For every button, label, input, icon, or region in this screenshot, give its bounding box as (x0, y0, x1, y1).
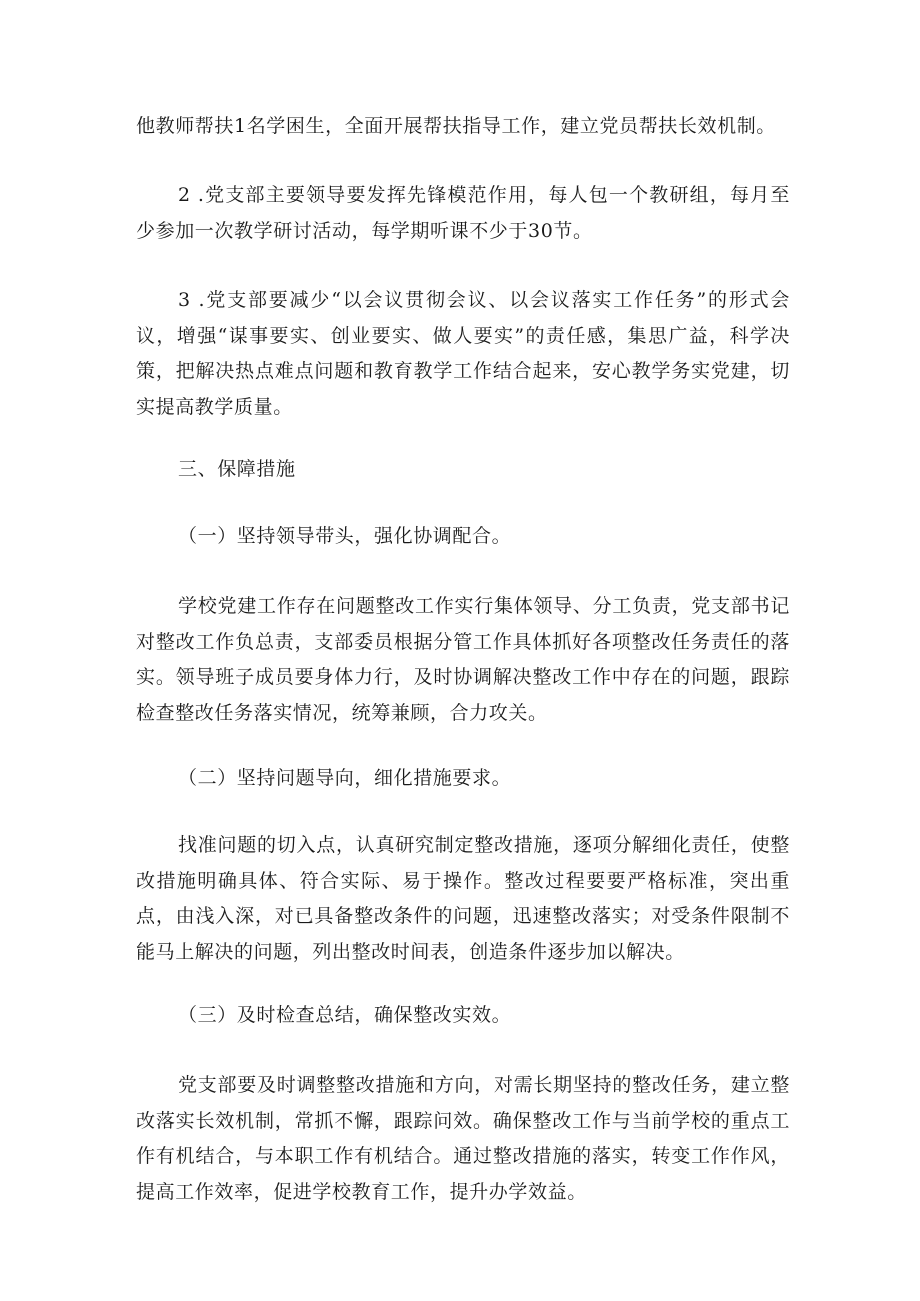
paragraph-sub-1: 学校党建工作存在问题整改工作实行集体领导、分工负责，党支部书记对整改工作负总责，支部委员根据分管工作具体抓好各项整改任务责任的落实。领导班子成员要身体力行，及时协调解决整改工作中存在的问题，跟踪检查整改任务落实情况，统筹兼顾，合力攻关。 (136, 595, 790, 724)
paragraph-item-3: 3 .党支部要减少“以会议贯彻会议、以会议落实工作任务”的形式会议，增强“谋事要实、创业要实、做人要实”的责任感，集思广益，科学决策，把解决热点难点问题和教育教学工作结合起来，安心教学务实党建，切实提高教学质量。 (136, 289, 790, 418)
paragraph-item-2: 2 .党支部主要领导要发挥先锋模范作用，每人包一个教研组，每月至少参加一次教学研讨活动，每学期听课不少于30节。 (136, 184, 790, 242)
paragraph-sub-3: 党支部要及时调整整改措施和方向，对需长期坚持的整改任务，建立整改落实长效机制，常抓不懈，跟踪问效。确保整改工作与当前学校的重点工作有机结合，与本职工作有机结合。通过整改措施的落实，转变工作作风，提高工作效率，促进学校教育工作，提升办学效益。 (136, 1074, 790, 1203)
subheading-1: （一）坚持领导带头，强化协调配合。 (178, 525, 512, 547)
subheading-2: （二）坚持问题导向，细化措施要求。 (178, 767, 512, 789)
subheading-3: （三）及时检查总结，确保整改实效。 (178, 1004, 512, 1026)
section-heading-3: 三、保障措施 (178, 458, 296, 480)
paragraph-continuation: 他教师帮扶1名学困生，全面开展帮扶指导工作，建立党员帮扶长效机制。 (136, 115, 776, 137)
paragraph-sub-2: 找准问题的切入点，认真研究制定整改措施，逐项分解细化责任，使整改措施明确具体、符合实际、易于操作。整改过程要要严格标准，突出重点，由浅入深，对已具备整改条件的问题，迅速整改落实；对受条件限制不能马上解决的问题，列出整改时间表，创造条件逐步加以解决。 (136, 834, 790, 963)
